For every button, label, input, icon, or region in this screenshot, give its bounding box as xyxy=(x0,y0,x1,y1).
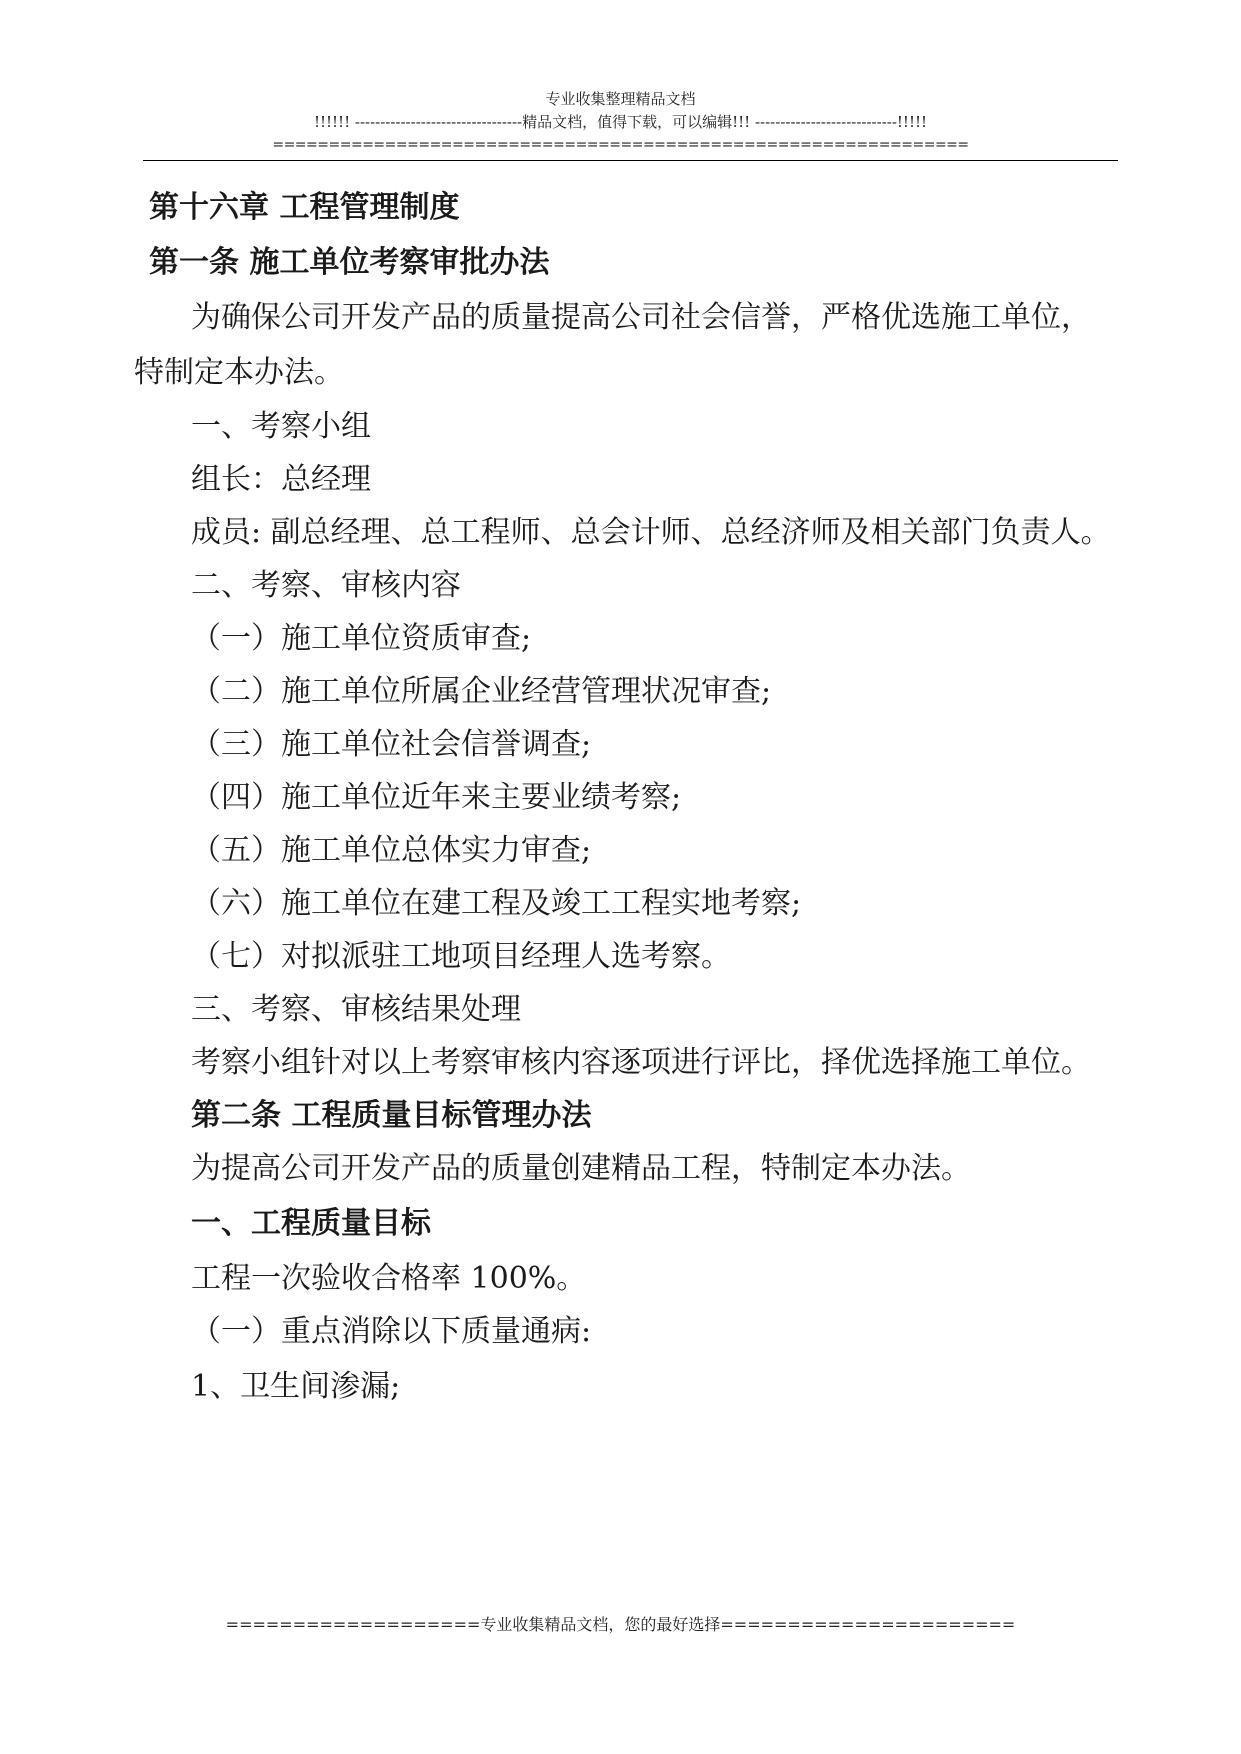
group-members: 成员: 副总经理、总工程师、总会计师、总经济师及相关部门负责人。 xyxy=(191,515,1111,550)
section-1-title: 一、考察小组 xyxy=(191,409,371,444)
header-separator: ============================================================== xyxy=(272,137,969,153)
header-notice: !!!!!! ---------------------------------精品文档，值得下载，可以编辑!!! ----------------------------!!!!! xyxy=(313,113,928,131)
footer-text: ===================专业收集精品文档，您的最好选择====================== xyxy=(225,1615,1016,1634)
subsection-1-item-1: 1、卫生间渗漏; xyxy=(191,1369,401,1404)
group-leader: 组长：总经理 xyxy=(191,462,371,497)
quality-pass-rate: 工程一次验收合格率 100%。 xyxy=(191,1261,587,1296)
list-item: （一）施工单位资质审查; xyxy=(191,621,532,656)
list-item: （五）施工单位总体实力审查; xyxy=(191,833,592,868)
list-item: （二）施工单位所属企业经营管理状况审查; xyxy=(191,674,772,709)
section-3-title: 三、考察、审核结果处理 xyxy=(191,992,521,1027)
section-3-text: 考察小组针对以上考察审核内容逐项进行评比，择优选择施工单位。 xyxy=(191,1045,1091,1080)
article-2-title: 第二条 工程质量目标管理办法 xyxy=(191,1098,592,1133)
quality-target-title: 一、工程质量目标 xyxy=(191,1206,431,1241)
header-title: 专业收集整理精品文档 xyxy=(545,90,696,108)
intro-paragraph-line-1: 为确保公司开发产品的质量提高公司社会信誉，严格优选施工单位， xyxy=(191,300,1091,335)
list-item: （三）施工单位社会信誉调查; xyxy=(191,727,592,762)
chapter-title: 第十六章 工程管理制度 xyxy=(149,190,460,225)
section-2-title: 二、考察、审核内容 xyxy=(191,568,461,603)
list-item: （四）施工单位近年来主要业绩考察; xyxy=(191,780,682,815)
article-1-title: 第一条 施工单位考察审批办法 xyxy=(149,245,550,280)
article-2-intro: 为提高公司开发产品的质量创建精品工程，特制定本办法。 xyxy=(191,1151,971,1186)
subsection-1-title: （一）重点消除以下质量通病: xyxy=(191,1314,592,1349)
intro-paragraph-line-2: 特制定本办法。 xyxy=(134,355,344,390)
header-rule xyxy=(143,160,1118,161)
list-item: （六）施工单位在建工程及竣工工程实地考察; xyxy=(191,886,802,921)
list-item: （七）对拟派驻工地项目经理人选考察。 xyxy=(191,939,731,974)
